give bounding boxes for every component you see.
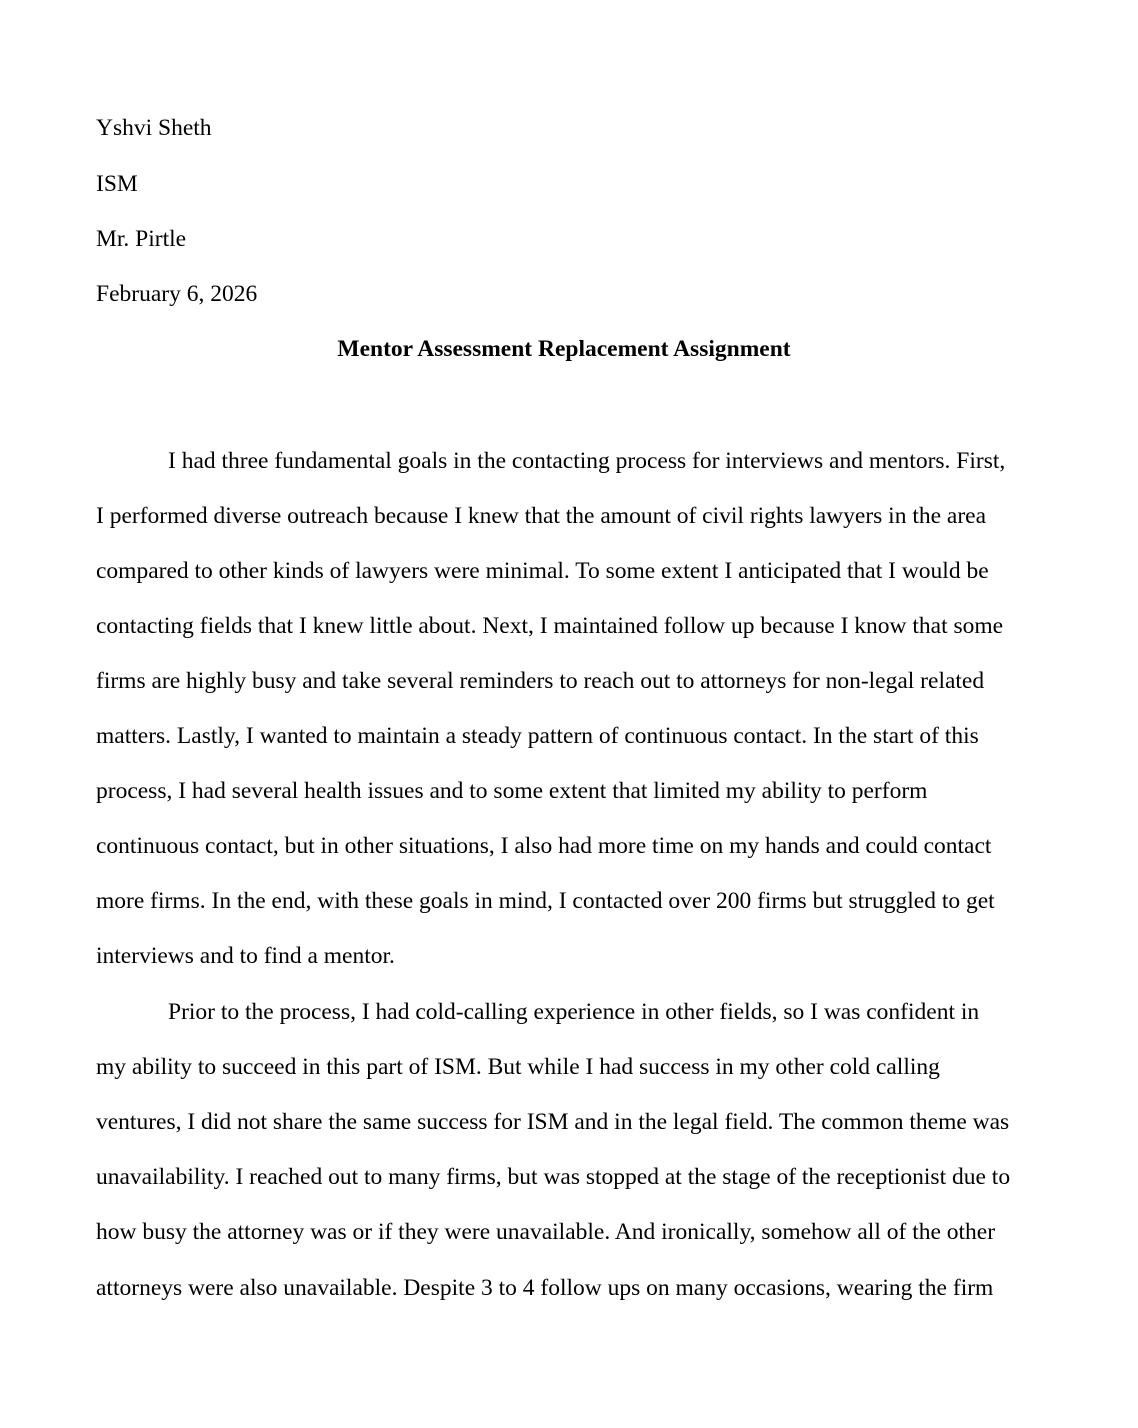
- paragraph-line: firms are highly busy and take several reminders to reach out to attorneys for non-legal related: [96, 668, 985, 694]
- paragraph-line: unavailability. I reached out to many firms, but was stopped at the stage of the receptionist due to: [96, 1164, 1011, 1190]
- paragraph-line: Prior to the process, I had cold-calling experience in other fields, so I was confident in: [168, 999, 980, 1025]
- paragraph-line: how busy the attorney was or if they were unavailable. And ironically, somehow all of the other: [96, 1219, 996, 1245]
- teacher-name: Mr. Pirtle: [96, 226, 187, 252]
- paragraph-line: contacting fields that I knew little about. Next, I maintained follow up because I know that some: [96, 613, 1004, 639]
- paragraph-line: I performed diverse outreach because I knew that the amount of civil rights lawyers in the area: [96, 503, 987, 529]
- paragraph-line: attorneys were also unavailable. Despite 3 to 4 follow ups on many occasions, wearing the firm: [96, 1275, 994, 1301]
- paragraph-line: compared to other kinds of lawyers were minimal. To some extent I anticipated that I would be: [96, 558, 989, 584]
- paragraph-line: process, I had several health issues and to some extent that limited my ability to perform: [96, 778, 928, 804]
- paragraph-line: interviews and to find a mentor.: [96, 943, 395, 969]
- course-name: ISM: [96, 171, 138, 197]
- paragraph-line: continuous contact, but in other situations, I also had more time on my hands and could contact: [96, 833, 992, 859]
- document-date: February 6, 2026: [96, 281, 258, 307]
- paragraph-line: my ability to succeed in this part of ISM. But while I had success in my other cold calling: [96, 1054, 940, 1080]
- paragraph-line: more firms. In the end, with these goals in mind, I contacted over 200 firms but struggled to get: [96, 888, 995, 914]
- document-title: Mentor Assessment Replacement Assignment: [337, 336, 791, 362]
- author-name: Yshvi Sheth: [96, 115, 212, 141]
- paragraph-line: I had three fundamental goals in the contacting process for interviews and mentors. First,: [168, 448, 1006, 474]
- paragraph-line: ventures, I did not share the same success for ISM and in the legal field. The common theme was: [96, 1109, 1010, 1135]
- paragraph-line: matters. Lastly, I wanted to maintain a steady pattern of continuous contact. In the start of this: [96, 723, 979, 749]
